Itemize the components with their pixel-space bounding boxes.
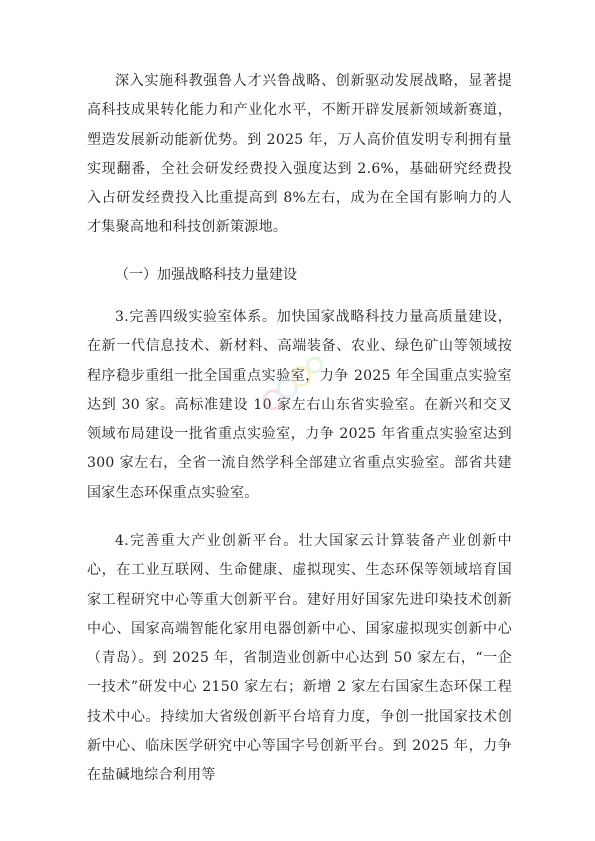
lab-system-paragraph: 3.完善四级实验室体系。加快国家战略科技力量高质量建设，在新一代信息技术、新材料、高端装备、农业、绿色矿山等领域按程序稳步重组一批全国重点实验室，力争 2025 年全国重点实验室达到 30 家。高标准建设 10 家左右山东省实验室。在新兴和交叉领域布局建设一批省重点实验室，力争 2025 年省重点实验室达到 300 家左右，全省一流自然学科全部建立省重点实验室。部省共建国家生态环保重点实验室。 (87, 309, 512, 501)
innovation-platform-paragraph: 4.完善重大产业创新平台。壮大国家云计算装备产业创新中心，在工业互联网、生命健康、虚拟现实、生态环保等领域培育国家工程研究中心等重大创新平台。建好用好国家先进印染技术创新中心、国家高端智能化家用电器创新中心、国家虚拟现实创新中心（青岛）。到 2025 年，省制造业创新中心达到 50 家左右，“一企一技术”研发中心 2150 家左右；新增 2 家左右国家生态环保工程技术中心。持续加大省级创新平台培育力度，争创一批国家技术创新中心、临床医学研究中心等国字号创新平台。到 2025 年，力争在盐碱地综合利用等 (87, 533, 512, 784)
intro-paragraph: 深入实施科教强鲁人才兴鲁战略、创新驱动发展战略，显著提高科技成果转化能力和产业化水平，不断开辟发展新领域新赛道，塑造发展新动能新优势。到 2025 年，万人高价值发明专利拥有量实现翻番，全社会研发经费投入强度达到 2.6%，基础研究经费投入占研发经费投入比重提高到 8%左右，成为在全国有影响力的人才集聚高地和科技创新策源地。 (87, 73, 512, 236)
section-heading: （一）加强战略科技力量建设 (115, 267, 297, 283)
